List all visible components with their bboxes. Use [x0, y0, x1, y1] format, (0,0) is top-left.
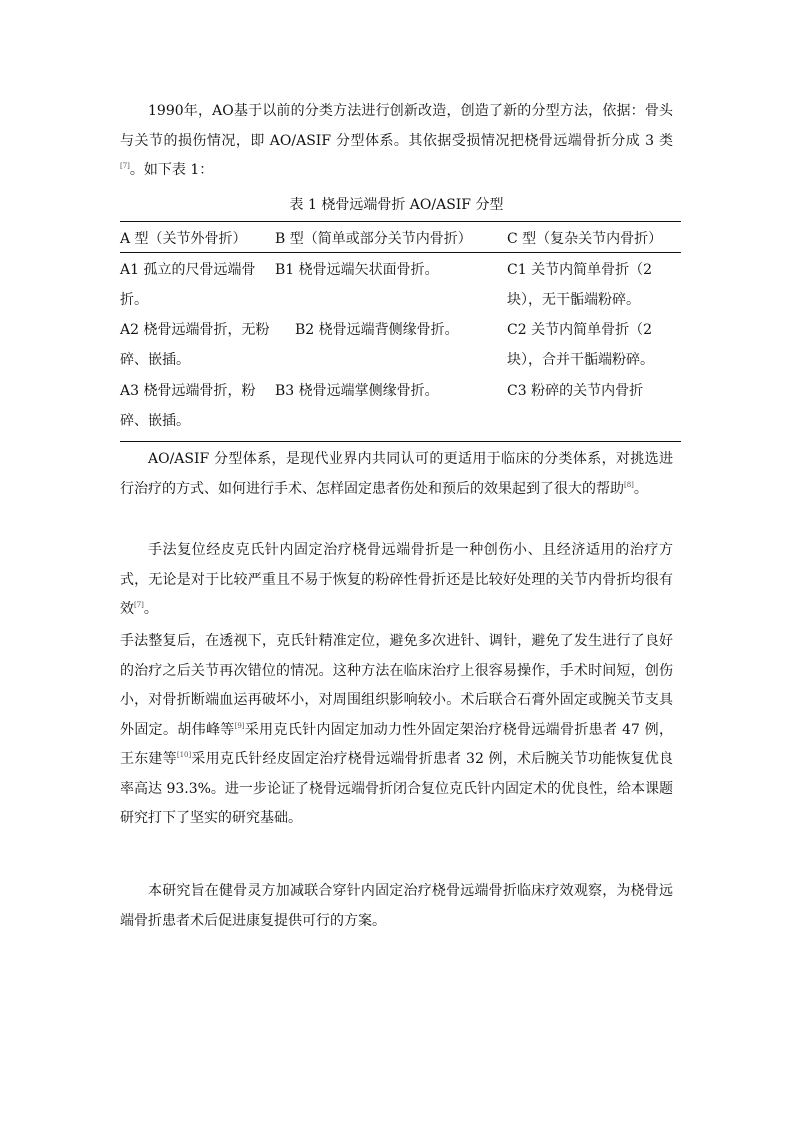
paragraph-technique — [120, 536, 673, 625]
table-header-c: C 型（复杂关节内骨折） — [507, 231, 663, 247]
table-cell-a3: A3 桡骨远端骨折，粉碎、嵌插。 — [120, 383, 256, 429]
paragraph-reduction-text-b: 采用克氏针内固定加动力性外固定架治疗桡骨远端骨折患者 47 例，王东建等 — [120, 721, 674, 767]
table-cell-b3: B3 桡骨远端掌侧缘骨折。 — [275, 383, 439, 399]
citation-ref: [9] — [234, 721, 245, 730]
citation-ref: [7] — [134, 601, 144, 609]
table-header-a: A 型（关节外骨折） — [120, 231, 247, 247]
paragraph-intro-text: 1990年，AO基于以前的分类方法进行创新改造，创造了新的分型方法，依据：骨头与关节的损伤情况，即 AO/ASIF 分型体系。其依据受损情况把桡骨远端骨折分成 3 类 — [120, 103, 673, 149]
citation-ref: [8] — [624, 480, 634, 489]
table-cell-a2: A2 桡骨远端骨折，无粉碎、嵌插。 — [120, 322, 270, 368]
table-cell-c2: C2 关节内简单骨折（2 块），合并干骺端粉碎。 — [507, 322, 654, 368]
paragraph-reduction-text-c: 采用克氏针经皮固定治疗桡骨远端骨折患者 32 例，术后腕关节功能恢复优良率高达 93.3%。进一步论证了桡骨远端骨折闭合复位克氏针内固定术的优良性，给本课题研究打下了坚实的研究基础。 — [120, 751, 674, 826]
table-cell-c1: C1 关节内简单骨折（2 块），无干骺端粉碎。 — [507, 262, 652, 308]
citation-ref: [10] — [176, 751, 192, 759]
table-bottom-rule — [120, 441, 681, 442]
table-cell-b2: B2 桡骨远端背侧缘骨折。 — [295, 322, 459, 338]
table-cell-c3: C3 粉碎的关节内骨折 — [507, 383, 644, 399]
paragraph-ao-asif-text: AO/ASIF 分型体系，是现代业界内共同认可的更适用于临床的分类体系，对挑选进行治疗的方式、如何进行手术、怎样固定患者伤处和预后的效果起到了很大的帮助 — [120, 451, 673, 497]
paragraph-aim: 本研究旨在健骨灵方加减联合穿针内固定治疗桡骨远端骨折临床疗效观察，为桡骨远端骨折患者术后促进康复提供可行的方案。 — [120, 883, 673, 929]
table-header-rule — [120, 252, 681, 253]
table-cell-b1: B1 桡骨远端矢状面骨折。 — [275, 262, 439, 278]
paragraph-technique-text: 手法复位经皮克氏针内固定治疗桡骨远端骨折是一种创伤小、且经济适用的治疗方式，无论是对于比较严重且不易于恢复的粉碎性骨折还是比较好处理的关节内骨折均很有效 — [120, 542, 673, 617]
table-cell-a1: A1 孤立的尺骨远端骨折。 — [120, 262, 256, 308]
paragraph-intro — [120, 97, 673, 186]
paragraph-reduction-text-a: 手法整复后，在透视下，克氏针精准定位，避免多次进针、调针，避免了发生进行了良好的治疗之后关节再次错位的情况。这种方法在临床治疗上很容易操作，手术时间短，创伤小，对骨折断端血运再破坏小，对周围组织影响较小。术后联合石膏外固定或腕关节支具外固定。胡伟峰等 — [120, 633, 673, 738]
paragraph-technique-tail: 。 — [143, 601, 158, 617]
table-caption: 表 1 桡骨远端骨折 AO/ASIF 分型 — [289, 197, 504, 213]
paragraph-ao-asif — [120, 445, 673, 504]
table-top-rule — [120, 221, 681, 222]
citation-ref: [7] — [120, 162, 130, 170]
table-header-b: B 型（简单或部分关节内骨折） — [275, 231, 472, 247]
paragraph-reduction — [120, 627, 673, 834]
paragraph-intro-tail: 。如下表 1： — [129, 162, 214, 178]
paragraph-ao-asif-tail: 。 — [633, 480, 648, 497]
